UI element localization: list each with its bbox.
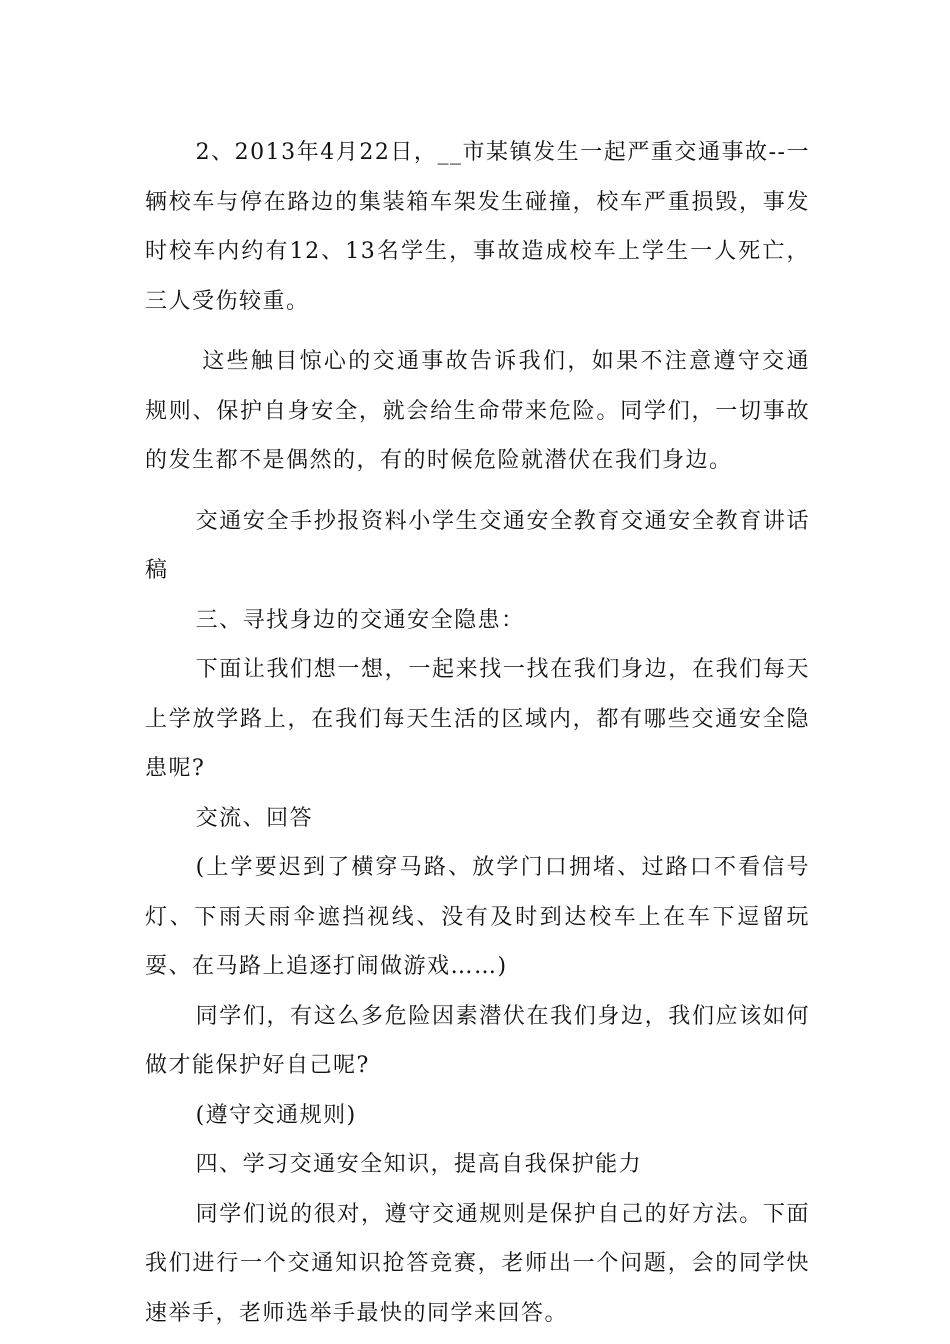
paragraph-question: 同学们，有这么多危险因素潜伏在我们身边，我们应该如何做才能保护好自己呢? <box>145 1003 810 1078</box>
paragraph-answer: (遵守交通规则) <box>195 1102 357 1128</box>
paragraph-accident-2: 2、2013年4月22日，__市某镇发生一起严重交通事故--一辆校车与停在路边的集装箱车架发生碰撞，校车严重损毁，事发时校车内约有12、13名学生，事故造成校车上学生一人死亡，三人受伤较重。 <box>145 140 810 314</box>
paragraph-think: 下面让我们想一想，一起来找一找在我们身边，在我们每天上学放学路上，在我们每天生活的区域内，都有哪些交通安全隐患呢? <box>145 657 810 781</box>
paragraph-quiz-intro: 同学们说的很对，遵守交通规则是保护自己的好方法。下面我们进行一个交通知识抢答竞赛，老师出一个问题，会的同学快速举手，老师选举手最快的同学来回答。 <box>145 1201 810 1326</box>
document-body <box>145 128 810 1338</box>
paragraph-discuss: 交流、回答 <box>195 805 314 831</box>
paragraph-warning: 这些触目惊心的交通事故告诉我们，如果不注意遵守交通规则、保护自身安全，就会给生命带来危险。同学们，一切事故的发生都不是偶然的，有的时候危险就潜伏在我们身边。 <box>145 349 810 473</box>
paragraph-reference-title: 交通安全手抄报资料小学生交通安全教育交通安全教育讲话稿 <box>145 508 810 583</box>
section-heading-3: 三、寻找身边的交通安全隐患： <box>195 607 525 633</box>
paragraph-hazards-list: (上学要迟到了横穿马路、放学门口拥堵、过路口不看信号灯、下雨天雨伞遮挡视线、没有及时到达校车上在车下逗留玩耍、在马路上追逐打闹做游戏……) <box>145 855 810 979</box>
section-heading-4: 四、学习交通安全知识，提高自我保护能力 <box>195 1152 643 1177</box>
